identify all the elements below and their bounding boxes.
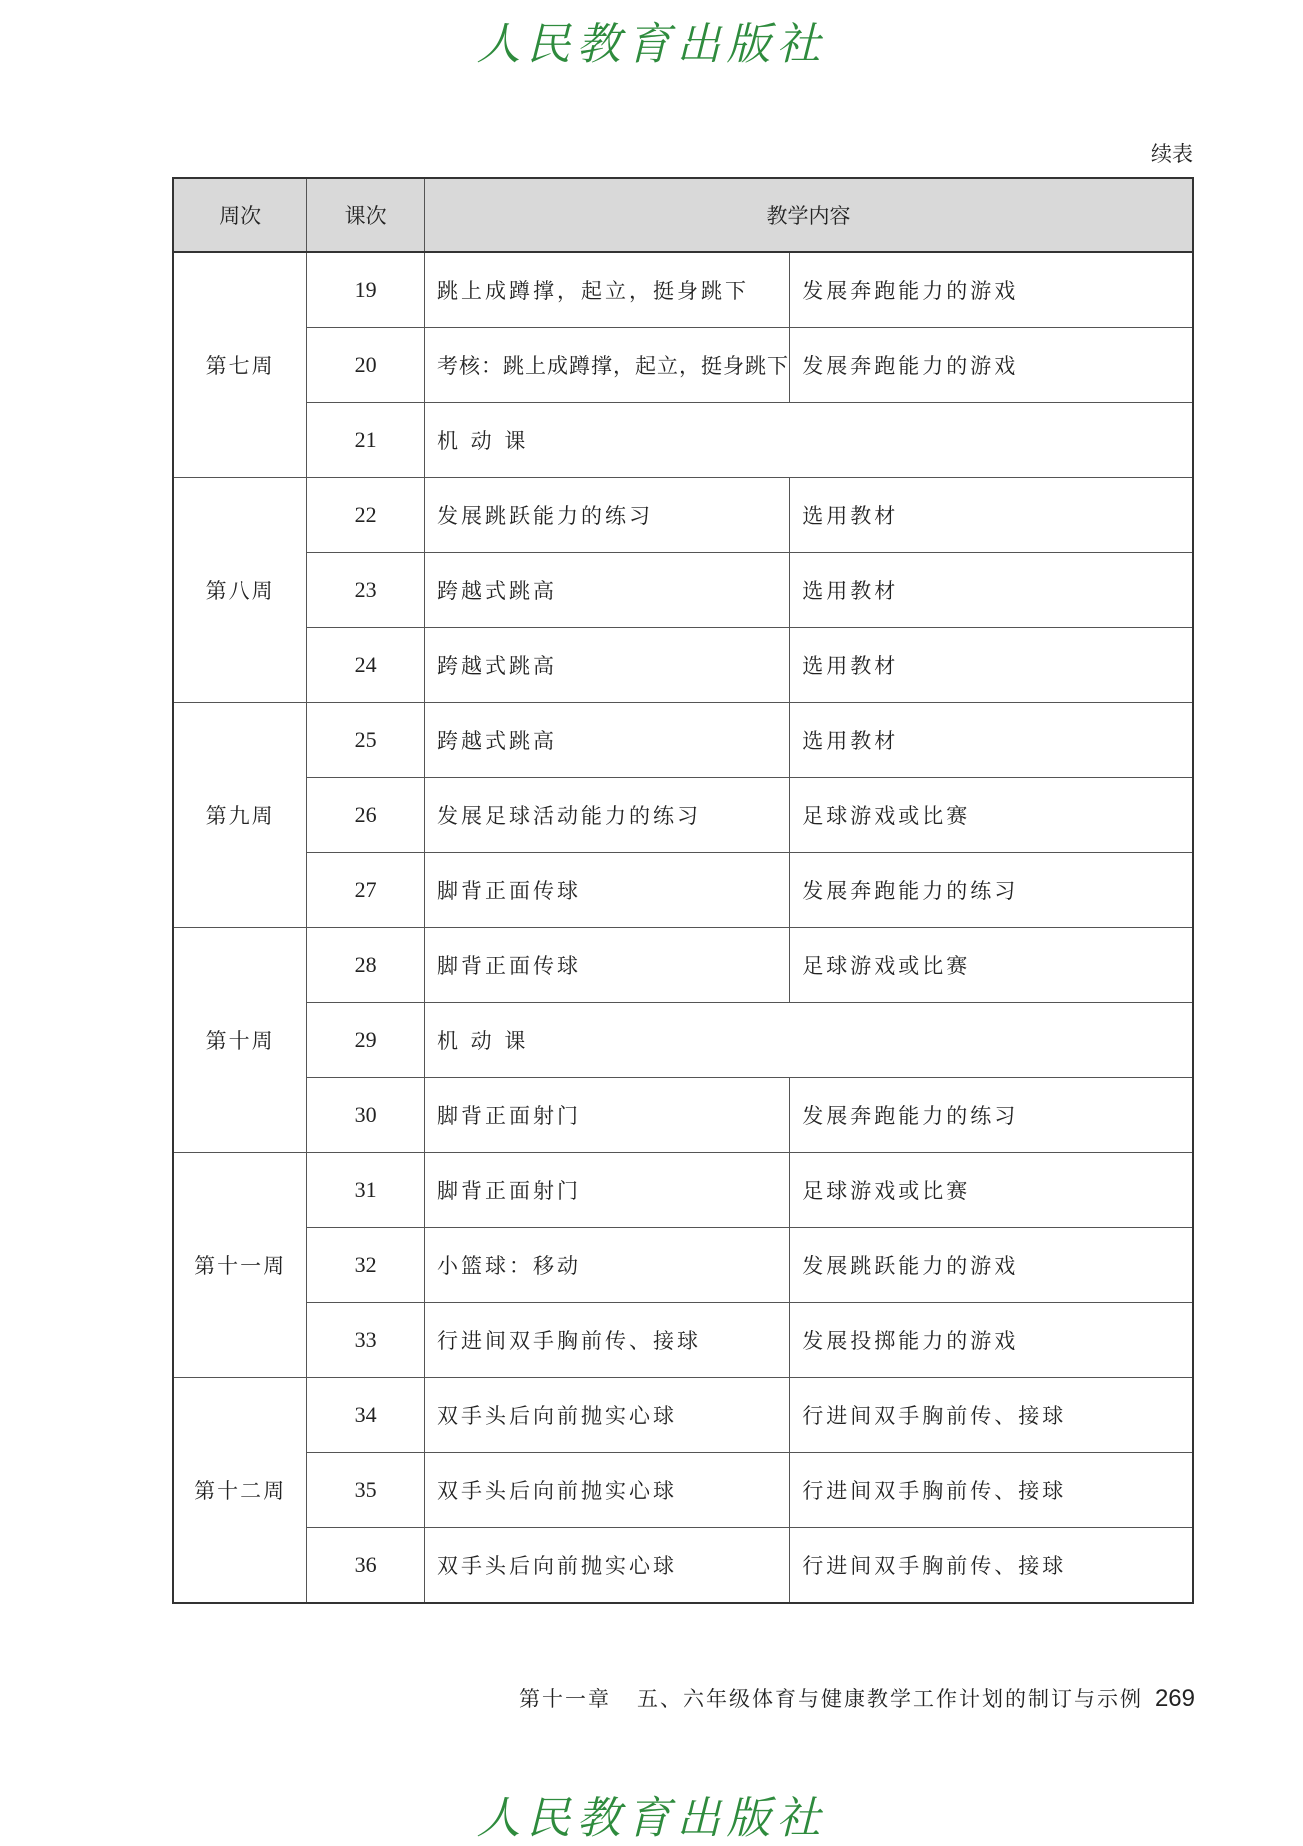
header-lesson: 课次 bbox=[307, 178, 425, 252]
content-cell: 双手头后向前抛实心球 bbox=[425, 1528, 790, 1604]
table-row bbox=[173, 252, 1193, 328]
table-row bbox=[173, 928, 1193, 1003]
lesson-number: 22 bbox=[307, 478, 425, 553]
lesson-number: 20 bbox=[307, 328, 425, 403]
week-cell: 第九周 bbox=[173, 703, 307, 928]
extra-cell: 发展跳跃能力的游戏 bbox=[790, 1228, 1193, 1303]
table-row bbox=[173, 778, 1193, 853]
table-row bbox=[173, 1003, 1193, 1078]
lesson-number: 31 bbox=[307, 1153, 425, 1228]
lesson-number: 25 bbox=[307, 703, 425, 778]
table-row bbox=[173, 1378, 1193, 1453]
content-cell: 小篮球：移动 bbox=[425, 1228, 790, 1303]
header-content: 教学内容 bbox=[425, 178, 1194, 252]
table-row bbox=[173, 853, 1193, 928]
extra-cell: 选用教材 bbox=[790, 553, 1193, 628]
lesson-number: 19 bbox=[307, 252, 425, 328]
content-cell: 脚背正面传球 bbox=[425, 853, 790, 928]
table-row bbox=[173, 553, 1193, 628]
table-row bbox=[173, 1453, 1193, 1528]
content-cell: 双手头后向前抛实心球 bbox=[425, 1453, 790, 1528]
week-cell: 第十二周 bbox=[173, 1378, 307, 1604]
content-cell: 脚背正面传球 bbox=[425, 928, 790, 1003]
header-row bbox=[173, 178, 1193, 252]
extra-cell: 行进间双手胸前传、接球 bbox=[790, 1378, 1193, 1453]
table-row bbox=[173, 1153, 1193, 1228]
extra-cell: 选用教材 bbox=[790, 703, 1193, 778]
extra-cell: 发展奔跑能力的练习 bbox=[790, 1078, 1193, 1153]
lesson-number: 30 bbox=[307, 1078, 425, 1153]
table-row bbox=[173, 1528, 1193, 1604]
page-number: 269 bbox=[1154, 1685, 1195, 1712]
content-cell: 行进间双手胸前传、接球 bbox=[425, 1303, 790, 1378]
week-cell: 第七周 bbox=[173, 252, 307, 478]
table-row bbox=[173, 1078, 1193, 1153]
lesson-number: 26 bbox=[307, 778, 425, 853]
lesson-number: 24 bbox=[307, 628, 425, 703]
extra-cell: 足球游戏或比赛 bbox=[790, 778, 1193, 853]
content-cell: 脚背正面射门 bbox=[425, 1078, 790, 1153]
table-row bbox=[173, 628, 1193, 703]
chapter-title: 五、六年级体育与健康教学工作计划的制订与示例 bbox=[636, 1687, 1143, 1711]
extra-cell: 选用教材 bbox=[790, 478, 1193, 553]
lesson-number: 34 bbox=[307, 1378, 425, 1453]
lesson-number: 21 bbox=[307, 403, 425, 478]
table-row bbox=[173, 1303, 1193, 1378]
publisher-logo: 人民教育出版社 bbox=[476, 19, 827, 70]
page-footer bbox=[519, 1683, 1195, 1713]
content-cell: 跨越式跳高 bbox=[425, 703, 790, 778]
week-cell: 第十一周 bbox=[173, 1153, 307, 1378]
lesson-number: 32 bbox=[307, 1228, 425, 1303]
content-cell: 发展足球活动能力的练习 bbox=[425, 778, 790, 853]
content-cell: 跳上成蹲撑，起立，挺身跳下 bbox=[425, 252, 790, 328]
lesson-number: 36 bbox=[307, 1528, 425, 1604]
lesson-number: 35 bbox=[307, 1453, 425, 1528]
content-cell: 脚背正面射门 bbox=[425, 1153, 790, 1228]
content-cell: 跨越式跳高 bbox=[425, 628, 790, 703]
week-cell: 第八周 bbox=[173, 478, 307, 703]
week-cell: 第十周 bbox=[173, 928, 307, 1153]
table-row bbox=[173, 1228, 1193, 1303]
content-cell: 双手头后向前抛实心球 bbox=[425, 1378, 790, 1453]
extra-cell: 足球游戏或比赛 bbox=[790, 1153, 1193, 1228]
content-cell: 考核：跳上成蹲撑，起立，挺身跳下 bbox=[425, 328, 790, 403]
extra-cell: 选用教材 bbox=[790, 628, 1193, 703]
content-cell: 跨越式跳高 bbox=[425, 553, 790, 628]
schedule-table bbox=[172, 177, 1194, 1604]
lesson-number: 33 bbox=[307, 1303, 425, 1378]
table-row bbox=[173, 328, 1193, 403]
continued-label: 续表 bbox=[1151, 142, 1193, 166]
table-row bbox=[173, 478, 1193, 553]
table-row bbox=[173, 403, 1193, 478]
content-cell: 机 动 课 bbox=[425, 403, 1194, 478]
lesson-number: 27 bbox=[307, 853, 425, 928]
chapter-number: 第十一章 bbox=[518, 1687, 611, 1711]
publisher-logo: 人民教育出版社 bbox=[476, 1793, 827, 1844]
extra-cell: 行进间双手胸前传、接球 bbox=[790, 1528, 1193, 1604]
extra-cell: 发展奔跑能力的游戏 bbox=[790, 252, 1193, 328]
table-row bbox=[173, 703, 1193, 778]
extra-cell: 行进间双手胸前传、接球 bbox=[790, 1453, 1193, 1528]
extra-cell: 足球游戏或比赛 bbox=[790, 928, 1193, 1003]
extra-cell: 发展投掷能力的游戏 bbox=[790, 1303, 1193, 1378]
extra-cell: 发展奔跑能力的游戏 bbox=[790, 328, 1193, 403]
lesson-number: 29 bbox=[307, 1003, 425, 1078]
content-cell: 机 动 课 bbox=[425, 1003, 1194, 1078]
content-cell: 发展跳跃能力的练习 bbox=[425, 478, 790, 553]
extra-cell: 发展奔跑能力的练习 bbox=[790, 853, 1193, 928]
lesson-number: 28 bbox=[307, 928, 425, 1003]
lesson-number: 23 bbox=[307, 553, 425, 628]
header-week: 周次 bbox=[173, 178, 307, 252]
